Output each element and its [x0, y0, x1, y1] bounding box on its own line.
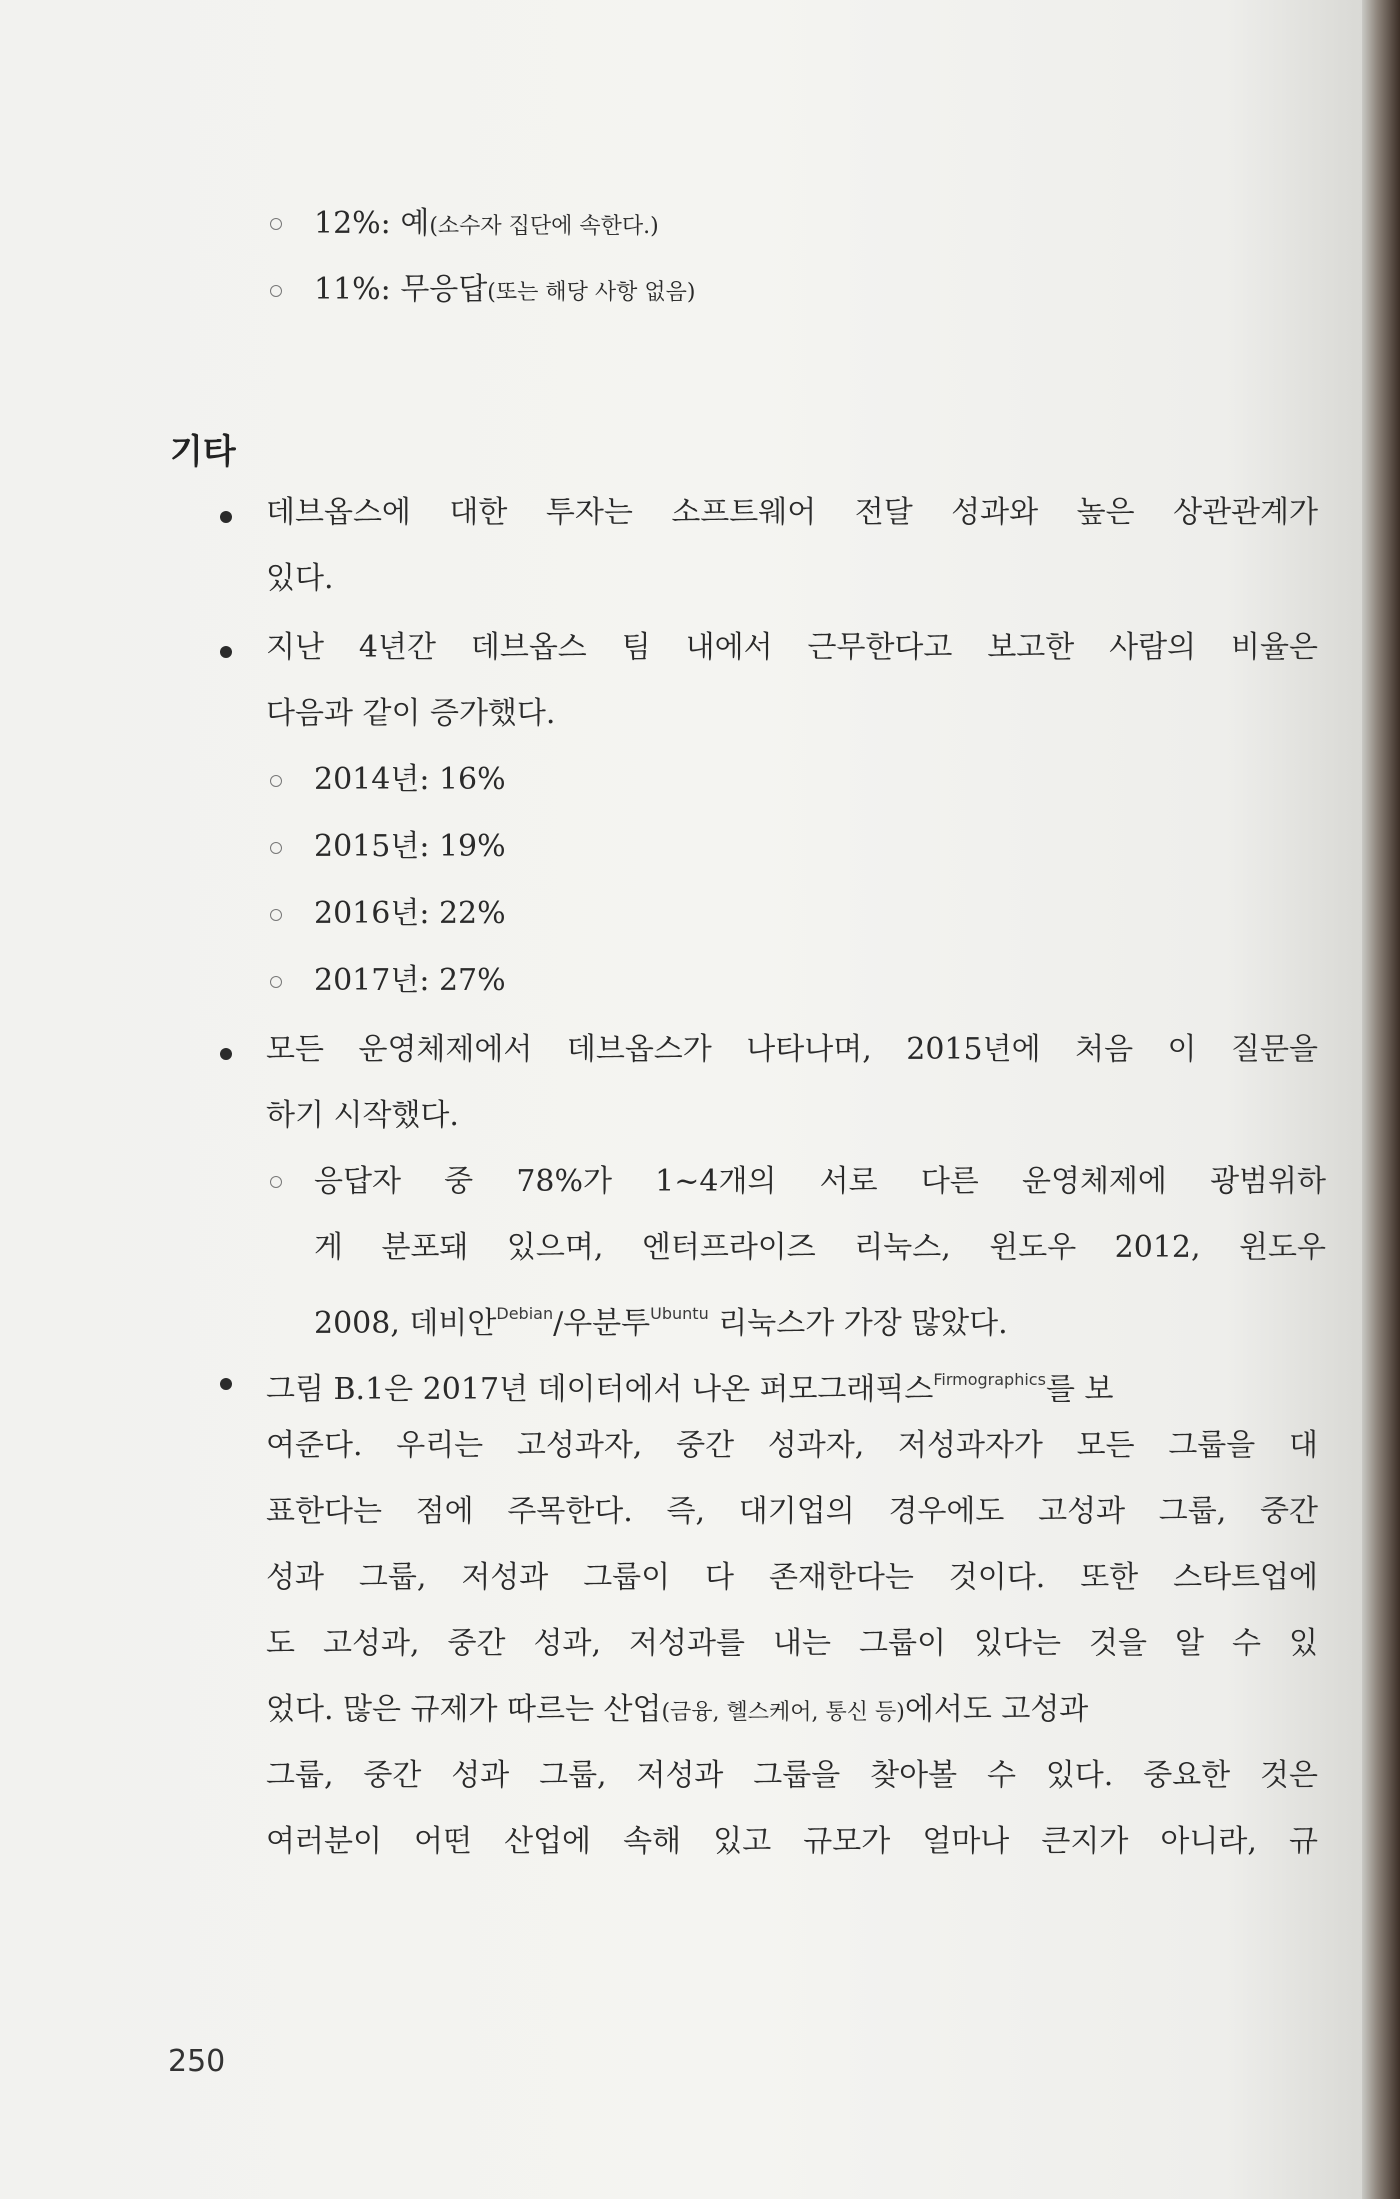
paragraph-line: 게 분포돼 있으며, 엔터프라이즈 리눅스, 윈도우 2012, 윈도우 [314, 1230, 1326, 1265]
year-item: 2015년: 19% [314, 829, 506, 864]
paragraph-line: 하기 시작했다. [266, 1098, 459, 1133]
paragraph-line: 있다. [266, 561, 334, 596]
paragraph-line: 성과 그룹, 저성과 그룹이 다 존재한다는 것이다. 또한 스타트업에 [266, 1560, 1318, 1595]
bullet-marker [220, 1378, 232, 1390]
item-note: (소수자 집단에 속한다.) [429, 214, 659, 239]
sub-bullet-marker [270, 1176, 282, 1188]
year-item: 2017년: 27% [314, 963, 506, 998]
sub-bullet-marker [270, 285, 282, 297]
inline-term-tag: Ubuntu [650, 1304, 709, 1323]
paragraph-line: 표한다는 점에 주목한다. 즉, 대기업의 경우에도 고성과 그룹, 중간 [266, 1494, 1318, 1529]
item-note: (또는 해당 사항 없음) [487, 280, 696, 305]
paragraph-line: 2008, 데비안$^{Debian}$/우분투$^{Ubuntu}$ 리눅스가 가장 많았다. [314, 1304, 1008, 1341]
inline-term-tag: Firmographics [933, 1370, 1046, 1389]
paragraph-line: 응답자 중 78%가 1~4개의 서로 다른 운영체제에 광범위하 [314, 1164, 1326, 1199]
sub-list-item [314, 270, 695, 313]
item-text: 12%: 예 [314, 206, 430, 241]
paragraph-line: 었다. 많은 규제가 따르는 산업(금융, 헬스케어, 통신 등)에서도 고성과 [266, 1692, 1089, 1727]
paragraph-line: 그룹, 중간 성과 그룹, 저성과 그룹을 찾아볼 수 있다. 중요한 것은 [266, 1758, 1319, 1793]
year-item: 2014년: 16% [314, 762, 506, 797]
sub-bullet-marker [270, 842, 282, 854]
paragraph-line: 도 고성과, 중간 성과, 저성과를 내는 그룹이 있다는 것을 알 수 있 [266, 1626, 1318, 1661]
inline-term-tag: Debian [496, 1304, 554, 1323]
sub-bullet-marker [270, 976, 282, 988]
paragraph-line: 여준다. 우리는 고성과자, 중간 성과자, 저성과자가 모든 그룹을 대 [266, 1428, 1318, 1463]
page-number: 250 [168, 2044, 226, 2079]
sub-bullet-marker [270, 909, 282, 921]
sub-list-item [314, 204, 659, 247]
bullet-marker [220, 1048, 232, 1060]
paragraph-line: 데브옵스에 대한 투자는 소프트웨어 전달 성과와 높은 상관관계가 [266, 495, 1318, 530]
page-edge-shadow [1362, 0, 1400, 2199]
inline-note: (금융, 헬스케어, 통신 등) [661, 1700, 905, 1725]
paragraph-line: 지난 4년간 데브옵스 팀 내에서 근무한다고 보고한 사람의 비율은 [266, 630, 1318, 665]
paragraph-line: 여러분이 어떤 산업에 속해 있고 규모가 얼마나 큰지가 아니라, 규 [266, 1824, 1318, 1859]
paragraph-line: 다음과 같이 증가했다. [266, 696, 556, 731]
sub-bullet-marker [270, 218, 282, 230]
item-text: 11%: 무응답 [314, 272, 488, 307]
paragraph-line: 모든 운영체제에서 데브옵스가 나타나며, 2015년에 처음 이 질문을 [266, 1032, 1318, 1067]
paragraph-line: 그림 B.1은 2017년 데이터에서 나온 퍼모그래픽스$^{Firmographics}$를 보 [266, 1370, 1114, 1407]
bullet-marker [220, 511, 232, 523]
bullet-marker [220, 646, 232, 658]
sub-bullet-marker [270, 775, 282, 787]
year-item: 2016년: 22% [314, 896, 506, 931]
section-heading: 기타 [170, 432, 236, 472]
